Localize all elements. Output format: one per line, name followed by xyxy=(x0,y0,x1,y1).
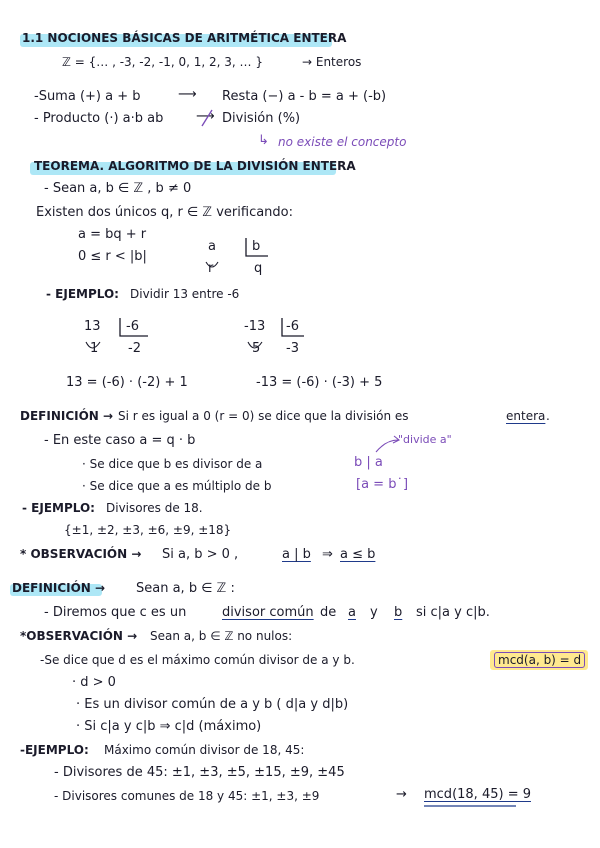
integers-label: → Enteros xyxy=(302,55,362,69)
division-note: no existe el concepto xyxy=(278,135,407,149)
multiple-definition: · Se dice que a es múltiplo de b xyxy=(82,479,272,493)
scheme-dividend: a xyxy=(208,239,216,254)
right-quotient: -3 xyxy=(286,341,299,356)
right-divisor: -6 xyxy=(286,319,299,334)
divides-note: "divide a" xyxy=(398,433,452,446)
common-divisor-de: de xyxy=(320,605,337,620)
example-label: - EJEMPLO: xyxy=(22,501,95,515)
scheme-quotient: q xyxy=(254,261,263,276)
observation-label: * OBSERVACIÓN → xyxy=(20,547,142,561)
theorem-title: TEOREMA. ALGORITMO DE LA DIVISIÓN ENTERA xyxy=(34,159,356,173)
integers-definition: ℤ = {… , -3, -2, -1, 0, 1, 2, 3, … } xyxy=(62,55,263,69)
arrow-icon: → xyxy=(396,787,407,802)
example-label: - EJEMPLO: xyxy=(46,287,119,301)
subtraction-operation: Resta (−) a - b = a + (-b) xyxy=(222,89,387,104)
theorem-hypothesis: - Sean a, b ∈ ℤ , b ≠ 0 xyxy=(44,181,192,196)
theorem-statement: Existen dos únicos q, r ∈ ℤ verificando: xyxy=(36,205,294,220)
observation-text: Sean a, b ∈ ℤ no nulos: xyxy=(150,629,293,643)
period: . xyxy=(546,409,550,423)
example-statement: Máximo común divisor de 18, 45: xyxy=(104,743,305,757)
implication-arrow: ⇒ xyxy=(322,547,333,562)
example-statement: Divisores de 18. xyxy=(106,501,203,515)
multiple-notation: [a = b˙] xyxy=(356,477,409,492)
definition-label: DEFINICIÓN → xyxy=(20,409,114,423)
exact-division-term: entera xyxy=(506,409,546,423)
right-remainder: 5 xyxy=(252,341,261,356)
gcd-notation: mcd(a, b) = d xyxy=(494,652,585,668)
left-result-equation: 13 = (-6) · (-2) + 1 xyxy=(66,375,188,390)
divisor-definition: · Se dice que b es divisor de a xyxy=(82,457,263,471)
arrow-icon: ⟶ xyxy=(196,109,215,124)
common-divisors: - Divisores comunes de 18 y 45: ±1, ±3, ±9 xyxy=(54,789,320,803)
left-dividend: 13 xyxy=(84,319,101,334)
example-label: -EJEMPLO: xyxy=(20,743,89,757)
example-statement: Dividir 13 entre -6 xyxy=(130,287,240,301)
remainder-condition: 0 ≤ r < |b| xyxy=(78,249,147,264)
conjunction-y: y xyxy=(370,605,378,620)
gcd-result: mcd(18, 45) = 9 xyxy=(424,787,531,802)
definition-text: Sean a, b ∈ ℤ : xyxy=(136,581,235,596)
observation-label: *OBSERVACIÓN → xyxy=(20,629,138,643)
exact-case: - En este caso a = q · b xyxy=(44,433,196,448)
definition-text: Si r es igual a 0 (r = 0) se dice que la división es xyxy=(118,409,409,423)
observation-text: Si a, b > 0 , xyxy=(162,547,239,562)
right-result-equation: -13 = (-6) · (-3) + 5 xyxy=(256,375,383,390)
scheme-divisor: b xyxy=(252,239,261,254)
variable-b: b xyxy=(394,605,403,620)
gcd-condition-common: · Es un divisor común de a y b ( d|a y d|b) xyxy=(76,697,349,712)
implication-left: a | b xyxy=(282,547,311,562)
common-divisor-term: divisor común xyxy=(222,605,314,620)
note-arrow-icon xyxy=(376,440,398,452)
product-operation: - Producto (·) a·b ab xyxy=(34,111,164,126)
implication-right: a ≤ b xyxy=(340,547,376,562)
divisors-of-45: - Divisores de 45: ±1, ±3, ±5, ±15, ±9, ±45 xyxy=(54,765,345,780)
gcd-definition: -Se dice que d es el máximo común divisor de a y b. xyxy=(40,653,355,667)
sum-operation: -Suma (+) a + b xyxy=(34,89,141,104)
arrow-icon: ⟶ xyxy=(178,87,197,102)
gcd-condition-maximum: · Si c|a y c|b ⇒ c|d (máximo) xyxy=(76,719,262,734)
divisors-set: {±1, ±2, ±3, ±6, ±9, ±18} xyxy=(64,523,232,537)
division-equation: a = bq + r xyxy=(78,227,147,242)
common-divisor-text: - Diremos que c es un xyxy=(44,605,187,620)
right-dividend: -13 xyxy=(244,319,266,334)
left-remainder: 1 xyxy=(90,341,99,356)
hook-arrow-icon: ↳ xyxy=(258,133,269,148)
divides-notation: b | a xyxy=(354,455,383,470)
definition-label: DEFINICIÓN → xyxy=(12,581,106,595)
left-divisor: -6 xyxy=(126,319,139,334)
variable-a: a xyxy=(348,605,356,620)
section-title: 1.1 NOCIONES BÁSICAS DE ARITMÉTICA ENTERA xyxy=(22,31,347,45)
division-operation: División (%) xyxy=(222,111,301,126)
gcd-condition-positive: · d > 0 xyxy=(72,675,116,690)
common-divisor-condition: si c|a y c|b. xyxy=(416,605,490,620)
left-quotient: -2 xyxy=(128,341,141,356)
scheme-remainder: r xyxy=(208,261,214,276)
